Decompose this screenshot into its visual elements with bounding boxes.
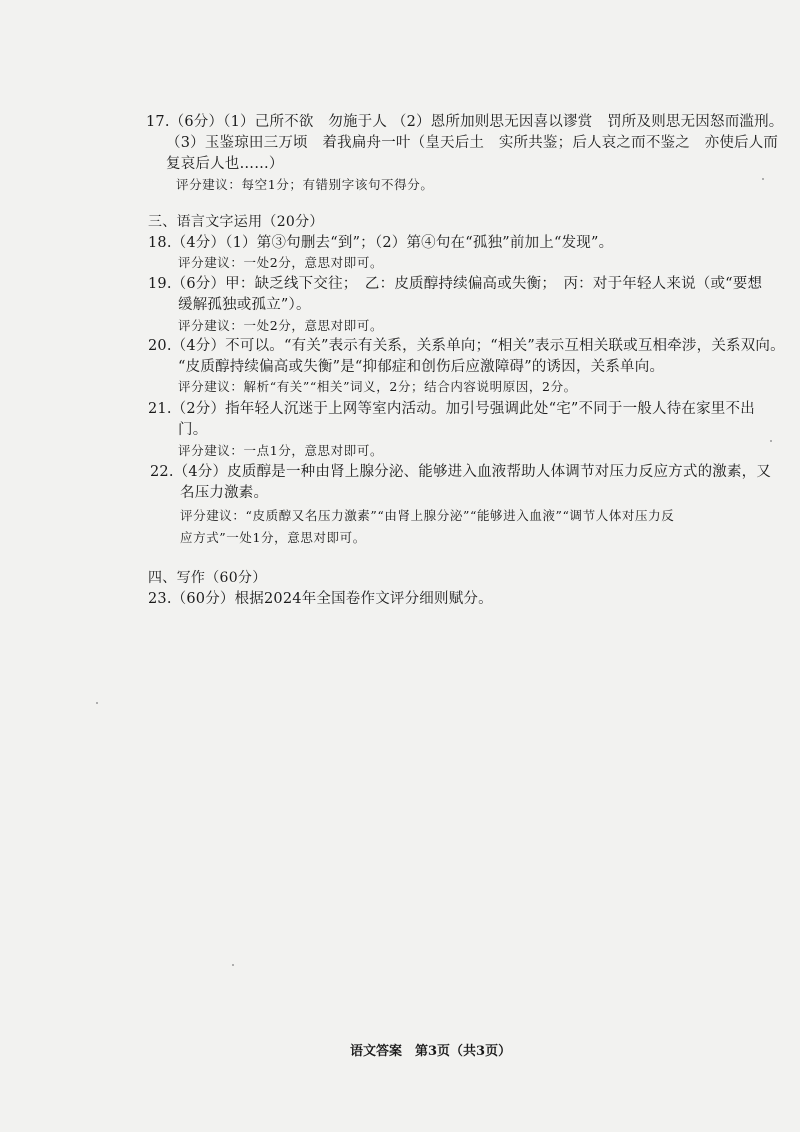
q19-scoring-note: 评分建议：一处2分，意思对即可。 <box>178 318 384 333</box>
q21-answer-line-1: 21.（2分）指年轻人沉迷于上网等室内活动。加引号强调此处“宅”不同于一般人待在家里不出 <box>148 401 755 417</box>
q22-scoring-note-line-2: 应方式”一处1分，意思对即可。 <box>180 530 366 545</box>
q17-answer-line-3: 复哀后人也……） <box>166 156 284 172</box>
q20-scoring-note: 评分建议：解析“有关”“相关”词义，2分；结合内容说明原因，2分。 <box>178 379 577 394</box>
section-4-heading: 四、写作（60分） <box>148 570 267 586</box>
q22-answer-line-2: 名压力激素。 <box>180 485 269 501</box>
page-footer: 语文答案 第3页（共3页） <box>350 1044 512 1059</box>
q20-answer-line-1: 20.（4分）不可以。“有关”表示有关系，关系单向；“相关”表示互相关联或互相牵涉，关系双向。 <box>148 338 785 354</box>
q19-answer-line-1: 19.（6分）甲：缺乏线下交往； 乙：皮质醇持续偏高或失衡； 丙：对于年轻人来说（或“要想 <box>148 276 763 292</box>
q22-answer-line-1: 22.（4分）皮质醇是一种由肾上腺分泌、能够进入血液帮助人体调节对压力反应方式的激素，又 <box>150 464 772 480</box>
q21-scoring-note: 评分建议：一点1分，意思对即可。 <box>178 443 384 458</box>
q17-answer-line-2: （3）玉鉴琼田三万顷 着我扁舟一叶（皇天后土 实所共鉴；后人哀之而不鉴之 亦使后人而 <box>166 135 779 151</box>
q23-answer-line-1: 23.（60分）根据2024年全国卷作文评分细则赋分。 <box>148 591 493 607</box>
q20-answer-line-2: “皮质醇持续偏高或失衡”是“抑郁症和创伤后应激障碍”的诱因，关系单向。 <box>178 359 665 375</box>
q19-answer-line-2: 缓解孤独或孤立”）。 <box>178 297 311 313</box>
section-3-heading: 三、语言文字运用（20分） <box>148 214 324 230</box>
q22-scoring-note-line-1: 评分建议：“皮质醇又名压力激素”“由肾上腺分泌”“能够进入血液”“调节人体对压力反 <box>180 508 675 523</box>
q21-answer-line-2: 门。 <box>178 422 208 438</box>
q18-answer-line-1: 18.（4分）（1）第③句删去“到”；（2）第④句在“孤独”前加上“发现”。 <box>148 235 614 251</box>
q18-scoring-note: 评分建议：一处2分，意思对即可。 <box>178 255 384 270</box>
q17-answer-line-1: 17.（6分）（1）己所不欲 勿施于人 （2）恩所加则思无因喜以谬赏 罚所及则思无因怒而滥刑。 <box>146 114 784 130</box>
q17-scoring-note: 评分建议：每空1分；有错别字该句不得分。 <box>176 177 434 192</box>
